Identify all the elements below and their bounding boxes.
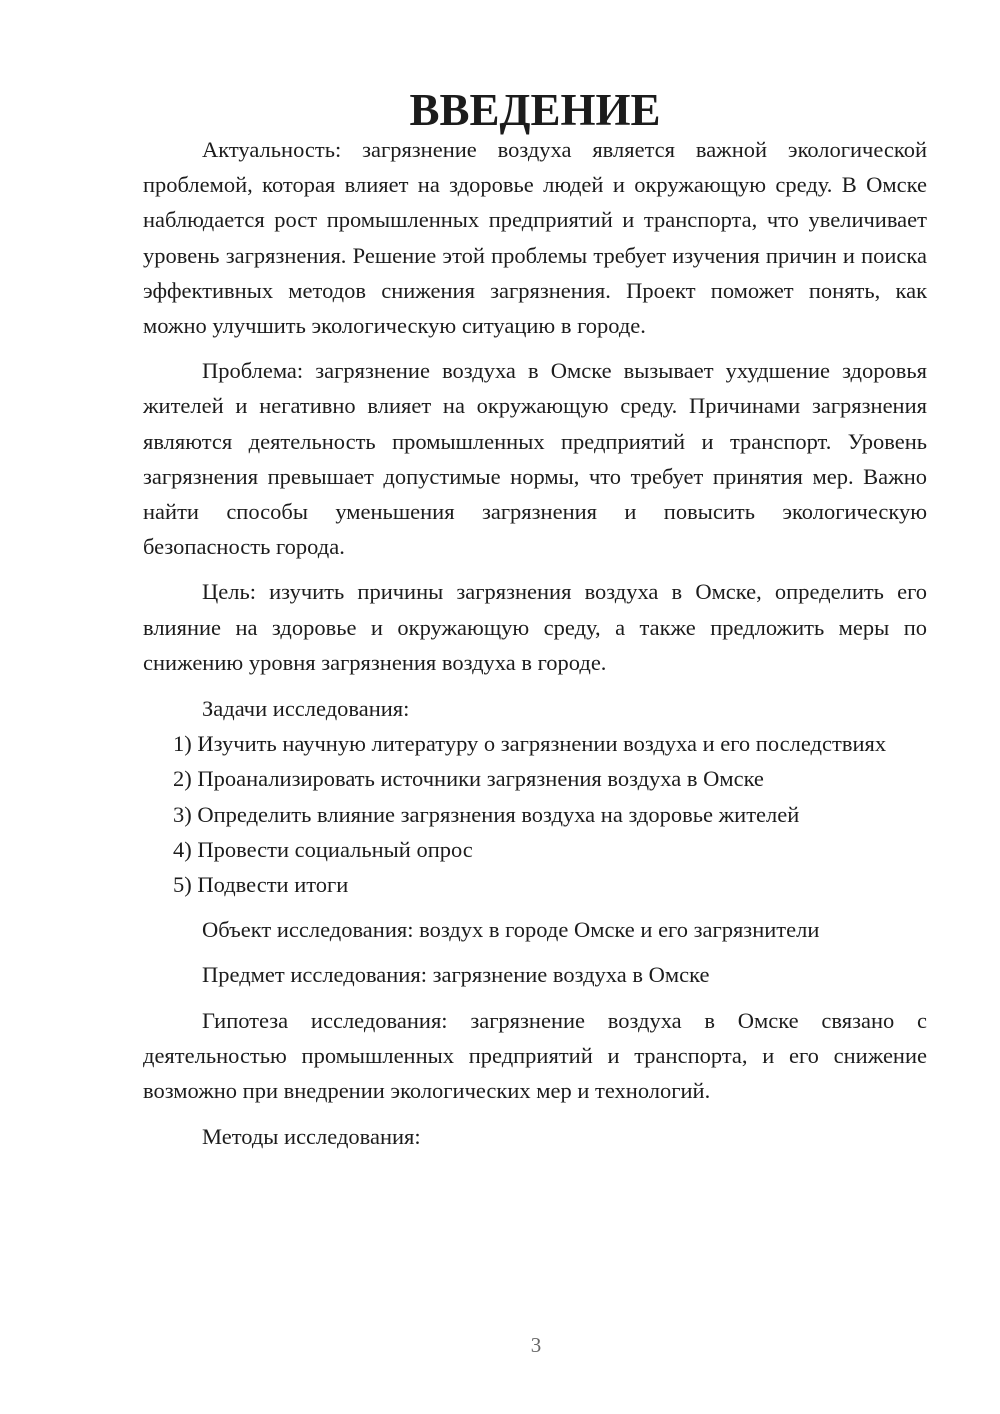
task-item-3: 3) Определить влияние загрязнения воздуха на здоровье жителей [173,801,800,827]
methods-title: Методы исследования: [202,1124,421,1150]
page-number: 3 [530,1333,542,1357]
object-paragraph: Объект исследования: воздух в городе Омске и его загрязнители [202,917,820,943]
relevance-paragraph: Актуальность: загрязнение воздуха является важной экологической проблемой, которая влияет на здоровье людей и окружающую среду. В Омске наблюдается рост промышленных предприятий и транспорта, что увеличивает уровень загрязнения. Решение этой проблемы требует изучения причин и поиска эффективных методов снижения загрязнения. Проект поможет понять, как можно улучшить экологическую ситуацию в городе. [143,137,927,339]
tasks-list [143,726,927,902]
hypothesis-paragraph: Гипотеза исследования: загрязнение воздуха в Омске связано с деятельностью промышленных предприятий и транспорта, и его снижение возможно при внедрении экологических мер и технологий. [143,1007,927,1104]
section-heading: ВВЕДЕНИЕ [409,85,661,135]
task-item-1: 1) Изучить научную литературу о загрязнении воздуха и его последствиях [173,731,887,757]
tasks-title: Задачи исследования: [202,696,410,722]
goal-paragraph: Цель: изучить причины загрязнения воздуха в Омске, определить его влияние на здоровье и окружающую среду, а также предложить меры по снижению уровня загрязнения воздуха в городе. [143,579,927,675]
problem-paragraph: Проблема: загрязнение воздуха в Омске вызывает ухудшение здоровья жителей и негативно влияет на окружающую среду. Причинами загрязнения являются деятельность промышленных предприятий и транспорт. Уровень загрязнения превышает допустимые нормы, что требует принятия мер. Важно найти способы уменьшения загрязнения и повысить экологическую безопасность города. [143,358,927,560]
task-item-4: 4) Провести социальный опрос [173,836,473,862]
task-item-5: 5) Подвести итоги [173,872,349,898]
subject-paragraph: Предмет исследования: загрязнение воздуха в Омске [202,962,710,988]
task-item-2: 2) Проанализировать источники загрязнения воздуха в Омске [173,766,764,792]
page-content [143,85,927,1154]
